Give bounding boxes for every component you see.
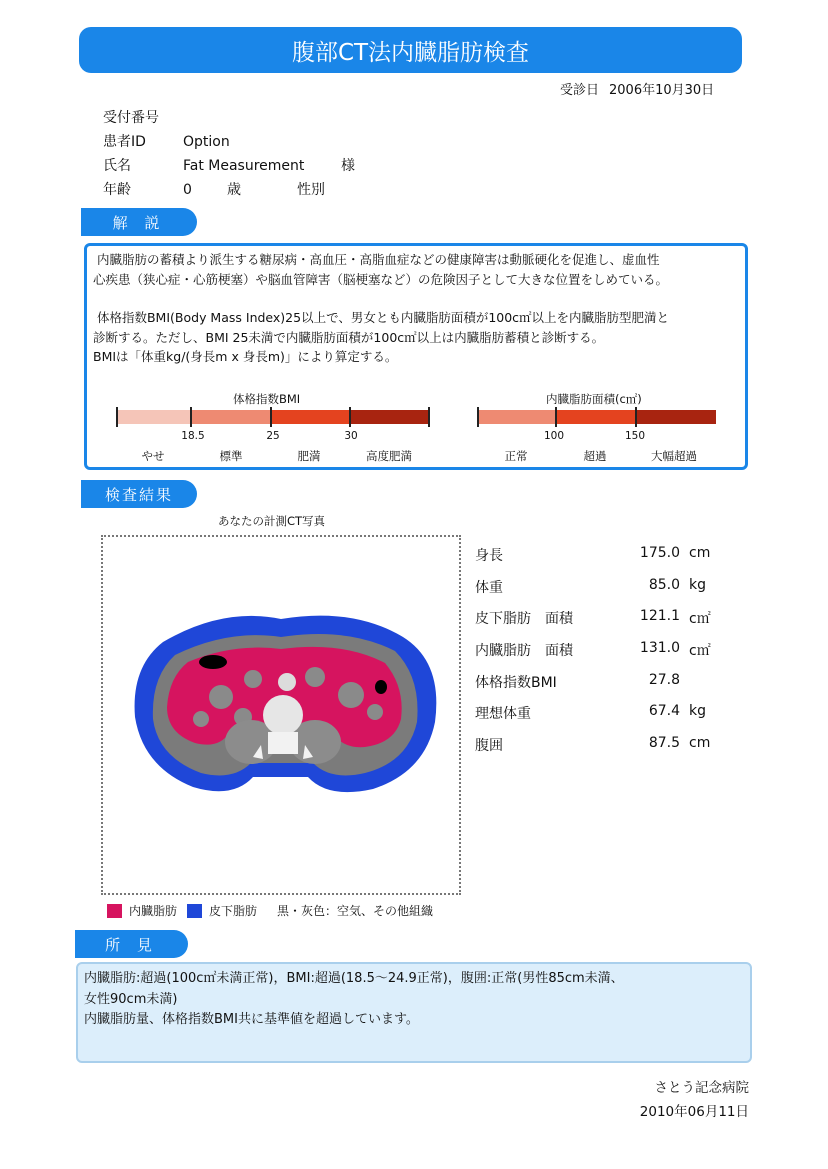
measurement-label: 腹囲 (475, 738, 503, 755)
patient-age-unit: 歳 (227, 182, 241, 198)
findings-line3: 内臓脂肪量、体格指数BMI共に基準値を超過しています。 (84, 1012, 419, 1027)
measurement-unit: kg (689, 576, 706, 593)
vfa-scale-title: 内臓脂肪面積(c㎡) (546, 392, 642, 406)
vfa-tick-150 (635, 407, 637, 427)
measurement-row (475, 608, 735, 640)
findings-line1: 内臓脂肪:超過(100c㎡未満正常)，BMI:超過(18.5～24.9正常)，腹囲:正常(男性85cm未満、 (84, 971, 624, 986)
patient-id-value: Option (183, 134, 230, 150)
bmi-tick-start (116, 407, 118, 427)
ct-image-frame (101, 535, 461, 895)
bmi-tick-18-5 (190, 407, 192, 427)
report-date: 2010年06月11日 (639, 1104, 749, 1120)
explanation-text (93, 250, 741, 367)
bmi-tick-label: 18.5 (181, 430, 205, 442)
explanation-p2-l2: 診断する。ただし、BMI 25未満で内臓脂肪面積が100c㎡以上は内臓脂肪蓄積と診断する。 (93, 329, 605, 345)
ct-caption: あなたの計測CT写真 (218, 514, 326, 528)
reception-number-label: 受付番号 (103, 110, 159, 126)
measurement-value: 121.1 (639, 608, 680, 625)
measurement-row (475, 735, 735, 767)
measurement-row (475, 640, 735, 672)
explanation-p1-l1: 内臓脂肪の蓄積より派生する糖尿病・高血圧・高脂血症などの健康障害は動脈硬化を促進し、虚血性 (96, 252, 660, 267)
measurement-row (475, 577, 735, 609)
patient-age-label: 年齢 (103, 182, 131, 198)
findings-line2: 女性90cm未満) (84, 991, 178, 1007)
bmi-tick-label: 30 (344, 430, 358, 442)
measurement-value: 27.8 (648, 671, 680, 688)
measurement-label: 皮下脂肪 面積 (475, 611, 573, 628)
patient-sex-label: 性別 (297, 182, 325, 198)
findings-box (76, 962, 752, 1063)
vfa-tick-start (477, 407, 479, 427)
reception-number-row (103, 106, 423, 130)
patient-name-suffix: 様 (341, 158, 355, 174)
vfa-tick-label: 100 (543, 430, 565, 442)
vfa-category-label: 超過 (583, 449, 607, 463)
measurement-row (475, 703, 735, 735)
subcutaneous-fat-swatch (187, 904, 202, 918)
bmi-tick-30 (349, 407, 351, 427)
bmi-seg-obese (271, 410, 351, 424)
explanation-box (84, 243, 748, 470)
vfa-scale-bar (478, 410, 716, 424)
footer (640, 1076, 749, 1124)
bmi-tick-25 (270, 407, 272, 427)
section-explanation-heading: 解 説 (81, 208, 197, 236)
exam-date-label: 受診日 (560, 83, 600, 98)
measurement-unit: c㎡ (689, 611, 711, 628)
bmi-scale-title: 体格指数BMI (233, 392, 301, 406)
measurement-value: 85.0 (648, 576, 680, 593)
measurement-label: 体格指数BMI (475, 674, 557, 691)
measurement-unit: c㎡ (689, 643, 711, 660)
patient-id-row (103, 130, 423, 154)
exam-date (560, 79, 714, 98)
bmi-seg-severe (351, 410, 430, 424)
bmi-seg-underweight (117, 410, 191, 424)
section-results-heading: 検査結果 (81, 480, 197, 508)
vfa-category-label: 大幅超過 (651, 449, 697, 463)
bmi-tick-label: 25 (266, 430, 280, 442)
measurement-row (475, 545, 735, 577)
measurement-unit: cm (689, 545, 711, 561)
patient-name-row (103, 154, 423, 178)
vfa-tick-100 (555, 407, 557, 427)
bmi-scale-bar (117, 410, 430, 424)
other-tissue-legend-label: 黒・灰色：空気、その他組織 (277, 904, 434, 918)
patient-name-value: Fat Measurement (183, 158, 305, 174)
patient-age-value: 0 (183, 182, 192, 198)
vfa-seg-normal (478, 410, 556, 424)
bmi-seg-normal (191, 410, 271, 424)
vfa-category-label: 正常 (504, 449, 528, 463)
bmi-category-label: やせ (141, 449, 165, 463)
explanation-p2-l1: 体格指数BMI(Body Mass Index)25以上で、男女とも内臓脂肪面積が100c㎡以上を内臓脂肪型肥満と (96, 310, 670, 325)
measurement-unit: kg (689, 703, 706, 720)
measurement-label: 理想体重 (475, 706, 531, 723)
report-title: 腹部CT法内臓脂肪検査 (79, 27, 742, 73)
patient-name-label: 氏名 (103, 158, 131, 174)
measurement-value: 131.0 (639, 640, 680, 657)
measurement-unit: cm (689, 735, 711, 752)
patient-id-label: 患者ID (103, 134, 146, 150)
bmi-category-label: 高度肥満 (366, 449, 412, 463)
measurement-row (475, 672, 735, 704)
section-findings-heading: 所 見 (75, 930, 188, 958)
explanation-p2-l3: BMIは「体重kg/(身長m x 身長m)」により算定する。 (93, 349, 398, 364)
measurement-value: 175.0 (639, 545, 680, 561)
ct-scan-image (103, 537, 459, 893)
bmi-tick-end (428, 407, 430, 427)
bmi-category-label: 肥満 (297, 449, 321, 463)
hospital-name: さとう記念病院 (654, 1080, 749, 1096)
measurements (475, 545, 735, 767)
visceral-fat-swatch (107, 904, 122, 918)
measurement-value: 87.5 (648, 735, 680, 752)
measurement-label: 内臓脂肪 面積 (475, 643, 573, 660)
vfa-seg-far-over (636, 410, 716, 424)
measurement-label: 身長 (475, 548, 503, 564)
bmi-category-label: 標準 (219, 449, 243, 463)
exam-date-value: 2006年10月30日 (609, 83, 715, 98)
vfa-seg-over (556, 410, 636, 424)
visceral-fat-legend-label: 内臓脂肪 (129, 904, 178, 918)
subcutaneous-fat-legend-label: 皮下脂肪 (209, 904, 258, 918)
vfa-tick-label: 150 (624, 430, 646, 442)
ct-legend (107, 902, 433, 919)
measurement-value: 67.4 (648, 703, 680, 720)
measurement-label: 体重 (475, 579, 503, 596)
patient-info (103, 106, 423, 202)
explanation-p1-l2: 心疾患（狭心症・心筋梗塞）や脳血管障害（脳梗塞など）の危険因子として大きな位置をしめている。 (93, 271, 669, 287)
patient-age-row (103, 178, 423, 202)
